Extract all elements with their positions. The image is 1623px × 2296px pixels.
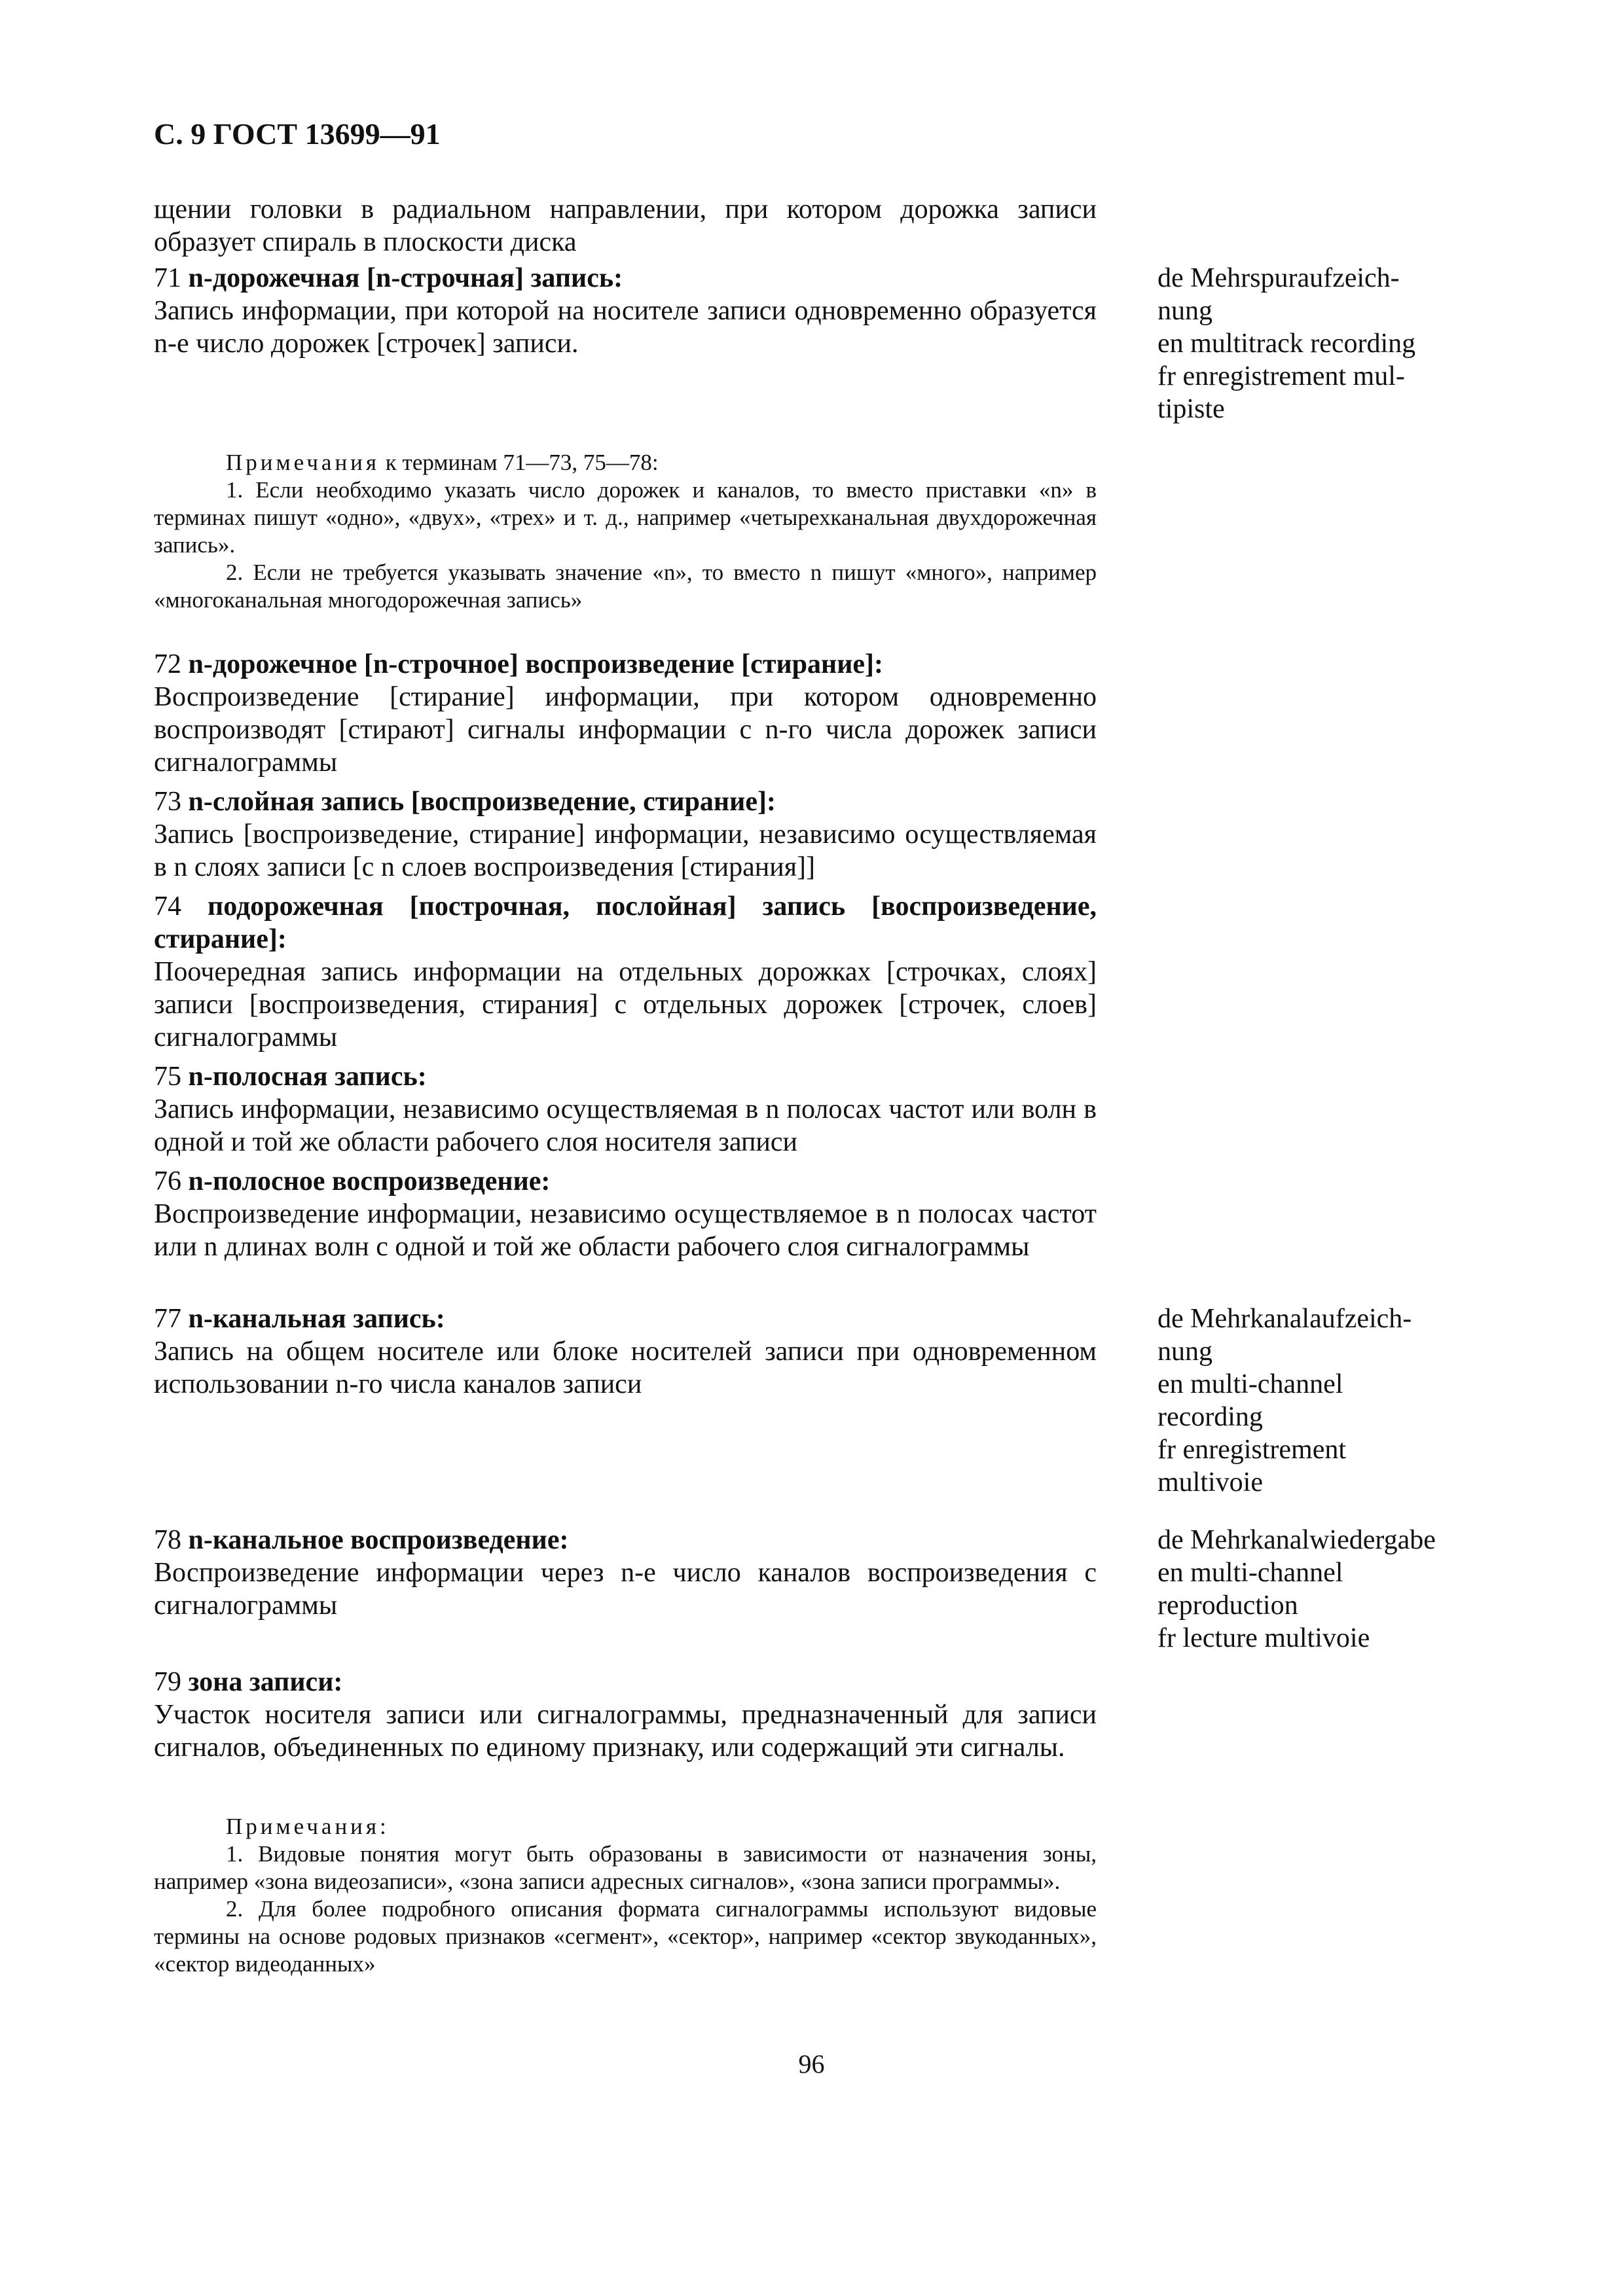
foreign-term: recording xyxy=(1158,1402,1263,1432)
note-item: 2. Если не требуется указывать значение «n», то вместо n пишут «много», например «многоканальная многодорожечная запись» xyxy=(154,560,1097,613)
term-name: n-канальное воспроизведение: xyxy=(188,1525,569,1555)
foreign-term: reproduction xyxy=(1158,1590,1298,1621)
term-number: 78 xyxy=(154,1525,181,1555)
foreign-term: nung xyxy=(1158,1336,1213,1367)
foreign-term: en multi-channel xyxy=(1158,1558,1343,1588)
term-75 xyxy=(154,1060,1097,1158)
term-definition: Воспроизведение информации через n-е число каналов воспроизведения с сигналограммы xyxy=(154,1558,1097,1621)
term-definition: Запись информации, при которой на носителе записи одновременно образуется n-е число дорожек [строчек] записи. xyxy=(154,296,1097,359)
foreign-equivalents-78 xyxy=(1158,1524,1498,1655)
term-number: 71 xyxy=(154,263,181,293)
foreign-equivalents-77 xyxy=(1158,1302,1498,1499)
term-number: 75 xyxy=(154,1062,181,1092)
term-number: 76 xyxy=(154,1166,181,1196)
foreign-term: en multitrack recording xyxy=(1158,329,1416,359)
note-item: 1. Если необходимо указать число дорожек и каналов, то вместо приставки «n» в терминах пишут «одно», «двух», «трех» и т. д., например «четырехканальная двухдорожечная запись». xyxy=(154,477,1097,558)
term-name: n-дорожечная [n-строчная] запись: xyxy=(188,263,623,293)
term-78 xyxy=(154,1524,1097,1622)
term-72 xyxy=(154,648,1097,779)
term-definition: Участок носителя записи или сигналограммы, предназначенный для записи сигналов, объединенных по единому признаку, или содержащий эти сигналы. xyxy=(154,1700,1097,1763)
term-name: подорожечная [построчная, послойная] запись [воспроизведение, стирание]: xyxy=(154,891,1097,954)
term-number: 77 xyxy=(154,1304,181,1334)
term-name: зона записи: xyxy=(188,1667,343,1697)
term-73 xyxy=(154,785,1097,884)
term-79 xyxy=(154,1666,1097,1764)
note-title: Примечания: xyxy=(226,1814,390,1839)
term-number: 79 xyxy=(154,1667,181,1697)
foreign-equivalents-71 xyxy=(1158,262,1498,425)
page-number: 96 xyxy=(798,2049,825,2079)
foreign-term: nung xyxy=(1158,296,1213,326)
foreign-term: fr enregistrement mul- xyxy=(1158,361,1405,391)
foreign-term: de Mehrkanalaufzeich- xyxy=(1158,1304,1412,1334)
note-79 xyxy=(154,1813,1097,1978)
foreign-term: en multi-channel xyxy=(1158,1369,1343,1399)
term-76 xyxy=(154,1165,1097,1263)
foreign-term: fr lecture multivoie xyxy=(1158,1623,1370,1653)
term-definition: Воспроизведение [стирание] информации, при котором одновременно воспроизводят [стирают] сигналы информации с n-го числа дорожек записи сигналограммы xyxy=(154,682,1097,778)
term-name: n-полосное воспроизведение: xyxy=(188,1166,551,1196)
foreign-term: de Mehrkanalwiedergabe xyxy=(1158,1525,1436,1555)
note-71-78 xyxy=(154,449,1097,614)
term-74 xyxy=(154,890,1097,1054)
note-item: 2. Для более подробного описания формата сигналограммы используют видовые термины на основе родовых признаков «сегмент», «сектор», например «сектор звукоданных», «сектор видеоданных» xyxy=(154,1896,1097,1977)
note-item: 1. Видовые понятия могут быть образованы в зависимости от назначения зоны, например «зона видеозаписи», «зона записи адресных сигналов», «зона записи программы». xyxy=(154,1841,1097,1894)
term-name: n-слойная запись [воспроизведение, стирание]: xyxy=(188,787,776,817)
foreign-term: fr enregistrement xyxy=(1158,1435,1347,1465)
term-definition: Воспроизведение информации, независимо осуществляемое в n полосах частот или n длинах волн с одной и той же области рабочего слоя сигналограммы xyxy=(154,1199,1097,1262)
foreign-term: tipiste xyxy=(1158,394,1225,424)
foreign-term: multivoie xyxy=(1158,1467,1263,1498)
term-number: 73 xyxy=(154,787,181,817)
note-title: Примечания xyxy=(226,450,380,475)
continued-definition: щении головки в радиальном направлении, при котором дорожка записи образует спираль в плоскости диска xyxy=(154,194,1097,257)
foreign-term: de Mehrspuraufzeich- xyxy=(1158,263,1400,293)
term-definition: Запись на общем носителе или блоке носителей записи при одновременном использовании n-го числа каналов записи xyxy=(154,1336,1097,1399)
term-name: n-канальная запись: xyxy=(188,1304,445,1334)
term-number: 74 xyxy=(154,891,181,922)
page-header: С. 9 ГОСТ 13699—91 xyxy=(154,117,441,151)
term-name: n-полосная запись: xyxy=(188,1062,427,1092)
note-scope: к терминам 71—73, 75—78: xyxy=(380,450,659,475)
term-definition: Запись [воспроизведение, стирание] информации, независимо осуществляемая в n слоях записи [с n слоев воспроизведения [стирания]] xyxy=(154,819,1097,882)
term-71 xyxy=(154,262,1097,360)
term-77 xyxy=(154,1302,1097,1401)
term-definition: Запись информации, независимо осуществляемая в n полосах частот или волн в одной и той же области рабочего слоя носителя записи xyxy=(154,1094,1097,1157)
term-name: n-дорожечное [n-строчное] воспроизведение [стирание]: xyxy=(188,649,884,679)
term-definition: Поочередная запись информации на отдельных дорожках [строчках, слоях] записи [воспроизведения, стирания] с отдельных дорожек [строчек, слоев] сигналограммы xyxy=(154,957,1097,1052)
term-number: 72 xyxy=(154,649,181,679)
